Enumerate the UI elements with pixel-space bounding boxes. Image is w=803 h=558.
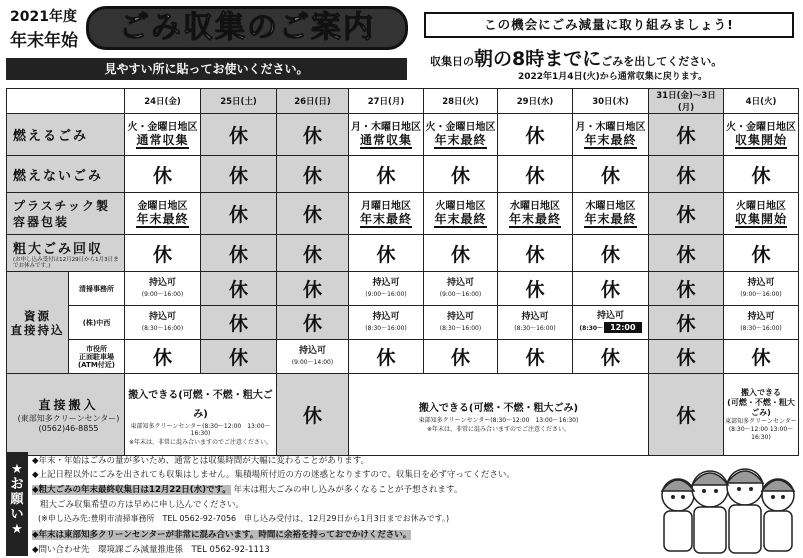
kyu-cell: 休 <box>125 340 201 374</box>
schedule-table <box>6 88 799 456</box>
notice-2: ◆上記日程以外にごみを出されても収集はしません。集積場所付近の方の迷惑となりますので、収集日を必ず守ってください。 <box>32 470 515 480</box>
kyu-cell: 休 <box>724 156 799 193</box>
kyu-cell: 休 <box>498 272 573 306</box>
onegai-label: ★お願い★ <box>6 452 28 556</box>
mochi-cell-30: 持込可 (8:30〜 12:00 <box>573 306 649 340</box>
kyu-cell: 休 <box>649 193 724 235</box>
kyu-cell: 休 <box>201 340 277 374</box>
kyu-cell: 休 <box>573 156 649 193</box>
kyu-cell: 休 <box>277 193 349 235</box>
date-header-row <box>7 89 799 114</box>
kyu-cell: 休 <box>201 235 277 272</box>
kyu-cell: 休 <box>724 340 799 374</box>
category-resource: 資源 直接持込 <box>7 272 69 374</box>
morning-notice <box>430 44 800 71</box>
mochi-cell: 持込可 (8:30〜16:00) <box>424 306 498 340</box>
kyu-cell: 休 <box>498 114 573 156</box>
date-30: 30日(木) <box>573 89 649 114</box>
category-sodai: 粗大ごみ回収 (お申し込み受付は12月29日から1月3日までお休みです。) <box>7 235 125 272</box>
kyu-cell: 休 <box>201 156 277 193</box>
kyu-cell: 休 <box>724 235 799 272</box>
date-27: 27日(月) <box>349 89 424 114</box>
row-resource-3 <box>7 340 799 374</box>
date-26: 26日(日) <box>277 89 349 114</box>
kyu-cell: 休 <box>424 340 498 374</box>
subtitle-bar: 見やすい所に貼ってお使いください。 <box>6 58 407 80</box>
notice-4: 粗大ごみ収集希望の方は早めに申し込んでください。 <box>40 500 245 510</box>
reduction-banner: この機会にごみ減量に取り組みましょう! <box>424 12 794 38</box>
kyu-cell: 休 <box>201 114 277 156</box>
kyu-cell: 休 <box>573 235 649 272</box>
kyu-cell: 休 <box>277 114 349 156</box>
row-moenai <box>7 156 799 193</box>
notice-5: (※申し込み先:豊明市清掃事務所 TEL 0562-92-7056 申し込み受付は、12月29日から1月3日までお休みです。) <box>38 514 450 523</box>
kyu-cell: 休 <box>125 156 201 193</box>
row-resource-1 <box>7 272 799 306</box>
mochi-cell: 持込可 (8:30〜16:00) <box>724 306 799 340</box>
morning-big: 朝の8時までに <box>474 48 602 70</box>
kyu-cell: 休 <box>573 340 649 374</box>
date-31-3: 31日(金)〜3日(月) <box>649 89 724 114</box>
kyu-cell: 休 <box>277 374 349 456</box>
kyu-cell: 休 <box>498 340 573 374</box>
row-direct <box>7 374 799 456</box>
date-24: 24日(金) <box>125 89 201 114</box>
cell: 火・金曜日地区 通常収集 <box>125 114 201 156</box>
date-28: 28日(火) <box>424 89 498 114</box>
kyu-cell: 休 <box>349 340 424 374</box>
kyu-cell: 休 <box>424 235 498 272</box>
cell: 月曜日地区 年末最終 <box>349 193 424 235</box>
mochi-cell: 持込可 (9:00〜16:00) <box>424 272 498 306</box>
row-plastic <box>7 193 799 235</box>
date-4: 4日(火) <box>724 89 799 114</box>
mochi-end-badge: 12:00 <box>604 322 641 333</box>
morning-post: ごみを出してください。 <box>601 55 723 68</box>
cell: 月・木曜日地区 年末最終 <box>573 114 649 156</box>
date-29: 29日(水) <box>498 89 573 114</box>
sub-seiso: 清掃事務所 <box>69 272 125 306</box>
kyu-cell: 休 <box>649 306 724 340</box>
mochi-cell: 持込可 (8:30〜16:00) <box>498 306 573 340</box>
category-moeru: 燃えるごみ <box>7 114 125 156</box>
sub-shiyakusho: 市役所 正面駐車場 (ATM付近) <box>69 340 125 374</box>
mascot-illustration <box>650 455 800 555</box>
mochi-cell: 持込可 (8:30〜16:00) <box>349 306 424 340</box>
kyu-cell: 休 <box>573 272 649 306</box>
cell: 水曜日地区 年末最終 <box>498 193 573 235</box>
kyu-cell: 休 <box>498 156 573 193</box>
cell: 火・金曜日地区 収集開始 <box>724 114 799 156</box>
kyu-cell: 休 <box>277 306 349 340</box>
sub-nakanishi: (株)中西 <box>69 306 125 340</box>
kyu-cell: 休 <box>201 272 277 306</box>
notices <box>6 452 656 556</box>
mochi-cell: 持込可 (9:00〜14:00) <box>277 340 349 374</box>
morning-pre: 収集日の <box>430 55 474 68</box>
kyu-cell: 休 <box>649 114 724 156</box>
row-moeru <box>7 114 799 156</box>
cell: 木曜日地区 年末最終 <box>573 193 649 235</box>
notice-6: ◆年末は東部知多クリーンセンターが非常に混み合います。時間に余裕を持っておでかけください。 <box>32 530 412 540</box>
cell: 金曜日地区 年末最終 <box>125 193 201 235</box>
return-note: 2022年1月4日(火)から通常収集に戻ります。 <box>518 72 708 82</box>
category-plastic: プラスチック製 容器包装 <box>7 193 125 235</box>
cell: 火曜日地区 収集開始 <box>724 193 799 235</box>
direct-mid: 搬入できる(可燃・不燃・粗大ごみ) 東部知多クリーンセンター(8:30〜12:00 13:00〜16:30) ※年末は、非常に混み合いますのでご注意ください。 <box>349 374 649 456</box>
category-moenai: 燃えないごみ <box>7 156 125 193</box>
notice-7: ◆問い合わせ先 環境課ごみ減量推進係 TEL 0562-92-1113 <box>32 545 270 555</box>
year-end-label: 年末年始 <box>10 31 78 51</box>
kyu-cell: 休 <box>649 235 724 272</box>
date-25: 25日(土) <box>201 89 277 114</box>
kyu-cell: 休 <box>201 193 277 235</box>
kyu-cell: 休 <box>277 235 349 272</box>
notice-1: ◆年末・年始はごみの量が多いため、通常とは収集時間が大幅に変わることがあります。 <box>32 456 370 466</box>
kyu-cell: 休 <box>349 156 424 193</box>
mochi-cell: 持込可 (9:00〜16:00) <box>125 272 201 306</box>
kyu-cell: 休 <box>277 272 349 306</box>
kyu-cell: 休 <box>277 156 349 193</box>
mochi-cell: 持込可 (9:00〜16:00) <box>349 272 424 306</box>
kyu-cell: 休 <box>125 235 201 272</box>
header <box>0 0 803 88</box>
cell: 火・金曜日地区 年末最終 <box>424 114 498 156</box>
category-direct: 直接搬入 (東部知多クリーンセンター) (0562)46-8855 <box>7 374 125 456</box>
row-resource-2 <box>7 306 799 340</box>
kyu-cell: 休 <box>649 272 724 306</box>
kyu-cell: 休 <box>349 235 424 272</box>
mochi-cell: 持込可 (9:00〜16:00) <box>724 272 799 306</box>
kyu-cell: 休 <box>201 306 277 340</box>
cell: 月・木曜日地区 通常収集 <box>349 114 424 156</box>
row-sodai <box>7 235 799 272</box>
page-title: ごみ収集のご案内 <box>86 6 408 50</box>
corner-cell <box>7 89 125 114</box>
kyu-cell: 休 <box>649 374 724 456</box>
cell: 火曜日地区 年末最終 <box>424 193 498 235</box>
direct-last: 搬入できる (可燃・不燃・粗大ごみ) 東部知多クリーンセンター (8:30〜12:00 13:00〜16:30) <box>724 374 799 456</box>
fiscal-year: 2021年度 <box>10 9 77 25</box>
kyu-cell: 休 <box>649 156 724 193</box>
direct-left: 搬入できる(可燃・不燃・粗大ごみ) 東部知多クリーンセンター(8:30〜12:00 13:00〜16:30) ※年末は、非常に混み合いますのでご注意ください。 <box>125 374 277 456</box>
mochi-cell: 持込可 (8:30〜16:00) <box>125 306 201 340</box>
notice-3: ◆粗大ごみの年末最終収集日は12月22日(水)です。 年末は粗大ごみの申し込みが多くなることが予想されます。 <box>32 485 463 495</box>
kyu-cell: 休 <box>649 340 724 374</box>
kyu-cell: 休 <box>498 235 573 272</box>
kyu-cell: 休 <box>424 156 498 193</box>
